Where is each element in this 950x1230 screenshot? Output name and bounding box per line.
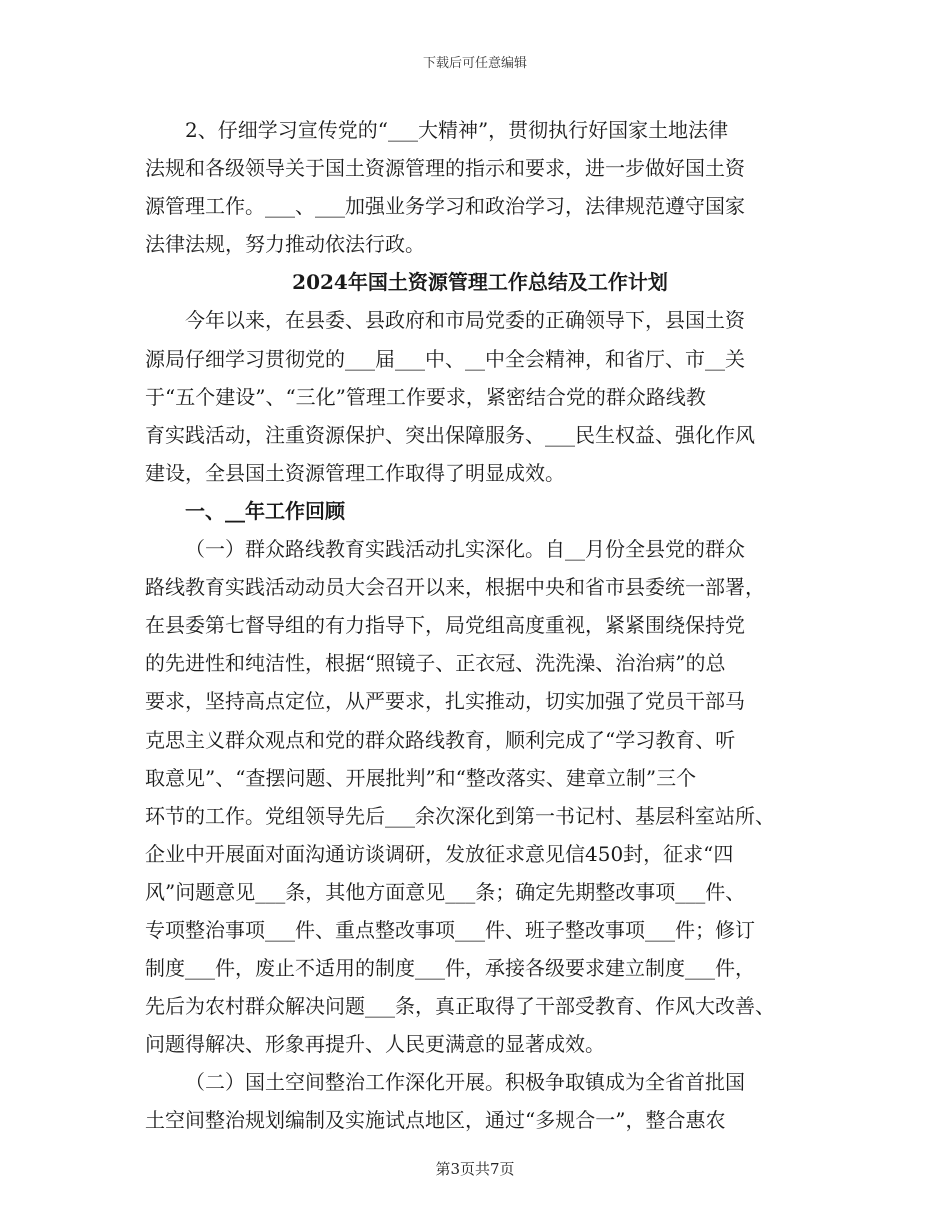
paragraph-line: 源管理工作。___、___加强业务学习和政治学习，法律规范遵守国家 [145, 194, 745, 219]
paragraph-line: 问题得解决、形象再提升、人民更满意的显著成效。 [145, 1032, 605, 1057]
paragraph-line: 的先进性和纯洁性，根据“照镜子、正衣冠、洗洗澡、治治病”的总 [145, 651, 726, 676]
section-heading: 一、__年工作回顾 [185, 498, 345, 523]
paragraph-line: 环节的工作。党组领导先后___余次深化到第一书记村、基层科室站所、 [145, 803, 775, 828]
paragraph-line: 法律法规，努力推动依法行政。 [145, 232, 425, 257]
paragraph-line: （二）国土空间整治工作深化开展。积极争取镇成为全省首批国 [185, 1070, 745, 1095]
paragraph-line: 要求，坚持高点定位，从严要求，扎实推动，切实加强了党员干部马 [145, 689, 745, 714]
paragraph-line: 源局仔细学习贯彻党的___届___中、__中全会精神，和省厅、市__关 [145, 346, 745, 371]
paragraph-line: 土空间整治规划编制及实施试点地区，通过“多规合一”，整合惠农 [145, 1108, 726, 1133]
paragraph-line: 在县委第七督导组的有力指导下，局党组高度重视，紧紧围绕保持党 [145, 613, 745, 638]
paragraph-line: 取意见”、“查摆问题、开展批判”和“整改落实、建章立制”三个 [145, 765, 697, 790]
paragraph-line: 今年以来，在县委、县政府和市局党委的正确领导下，县国土资 [185, 308, 745, 333]
paragraph-line: 建设，全县国土资源管理工作取得了明显成效。 [145, 460, 565, 485]
paragraph-line: 先后为农村群众解决问题___条，真正取得了干部受教育、作风大改善、 [145, 994, 775, 1019]
paragraph-line: 企业中开展面对面沟通访谈调研，发放征求意见信450封，征求“四 [145, 841, 734, 866]
page-footer: 第3页共7页 [435, 1160, 515, 1178]
page-header: 下载后可任意编辑 [422, 56, 527, 71]
paragraph-line: 专项整治事项___件、重点整改事项___件、班子整改事项___件；修订 [145, 917, 755, 942]
paragraph-line: 于“五个建设”、“三化”管理工作要求，紧密结合党的群众路线教 [145, 384, 706, 409]
paragraph-line: 2、仔细学习宣传党的“___大精神”，贯彻执行好国家土地法律 [185, 118, 729, 142]
paragraph-line: 育实践活动，注重资源保护、突出保障服务、___民生权益、强化作风 [145, 422, 755, 447]
paragraph-line: 风”问题意见___条，其他方面意见___条；确定先期整改事项___件、 [145, 879, 746, 904]
document-title: 2024年国土资源管理工作总结及工作计划 [292, 270, 668, 295]
document-body [145, 111, 815, 1140]
paragraph-line: 路线教育实践活动动员大会召开以来，根据中央和省市县委统一部署， [145, 575, 765, 600]
paragraph-line: 制度___件，废止不适用的制度___件，承接各级要求建立制度___件， [145, 956, 755, 981]
paragraph-line: 克思主义群众观点和党的群众路线教育，顺利完成了“学习教育、听 [145, 727, 736, 752]
paragraph-line: 法规和各级领导关于国土资源管理的指示和要求，进一步做好国土资 [145, 156, 745, 181]
paragraph-line: （一）群众路线教育实践活动扎实深化。自__月份全县党的群众 [185, 537, 745, 562]
